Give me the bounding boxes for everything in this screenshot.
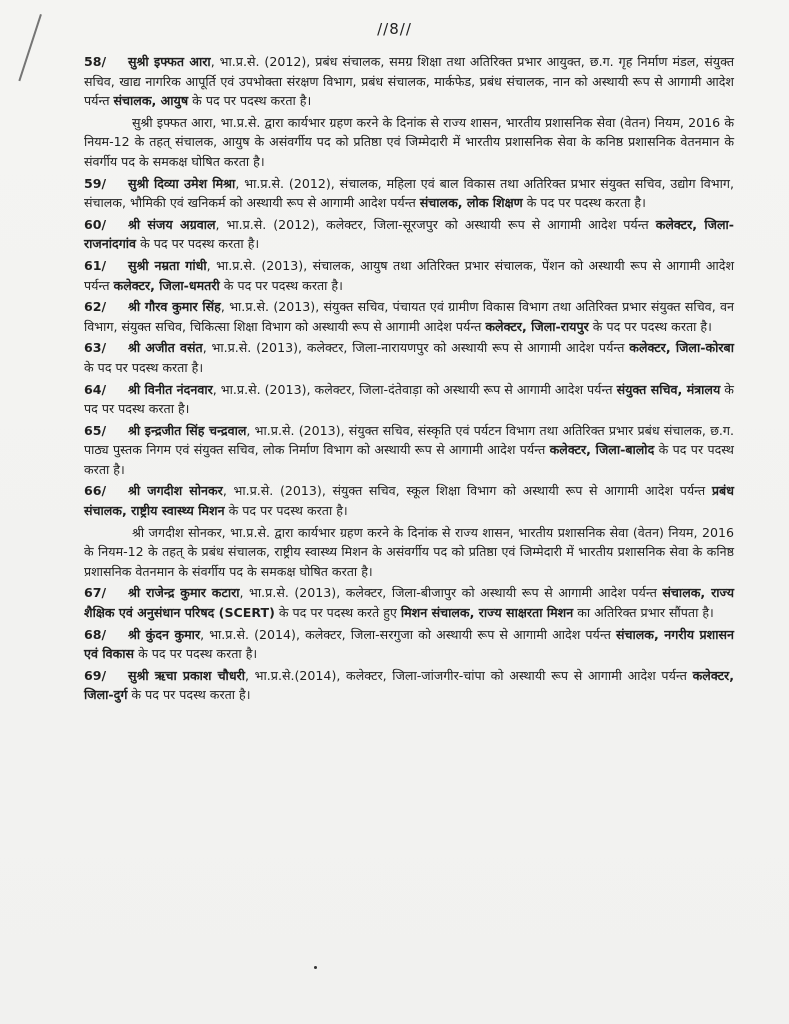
order-text-end: के पद पर पदस्थ करता है।	[219, 277, 343, 293]
order-text-end: के पद पर पदस्थ करता है।	[84, 381, 734, 417]
page-number: //8//	[377, 20, 412, 38]
order-text: , भा.प्र.से. (2012), कलेक्टर, जिला-सूरजपुर को अस्थायी रूप से आगामी आदेश पर्यन्त	[215, 216, 656, 232]
order-number: 66/	[84, 483, 107, 499]
officer-name: श्री संजय अग्रवाल	[128, 216, 216, 232]
order-text-end: के पद पर पदस्थ करता है।	[588, 318, 712, 334]
posting: संचालक, नगरीय प्रशासन एवं विकास	[84, 626, 734, 662]
officer-name: श्री अजीत वसंत	[128, 340, 203, 356]
order-text: , भा.प्र.से. (2012), संचालक, महिला एवं बाल विकास तथा अतिरिक्त प्रभार संयुक्त सचिव, उद्योग विभाग, संचालक, भौमिकी एवं खनिकर्म को अस्थायी रूप से आगामी आदेश पर्यन्त	[84, 175, 734, 211]
order-number: 61/	[84, 257, 107, 273]
order-number: 63/	[84, 340, 107, 356]
order-text-end: का अतिरिक्त प्रभार सौंपता है।	[573, 605, 714, 621]
order-number: 68/	[84, 626, 107, 642]
officer-name: श्री गौरव कुमार सिंह	[128, 299, 221, 315]
order-68	[84, 625, 734, 664]
order-64	[84, 380, 734, 419]
order-text-end: के पद पर पदस्थ करता है।	[224, 503, 348, 519]
posting: संयुक्त सचिव, मंत्रालय	[616, 381, 721, 397]
order-text: , भा.प्र.से. (2013), कलेक्टर, जिला-दंतेवाड़ा को अस्थायी रूप से आगामी आदेश पर्यन्त	[212, 381, 617, 397]
officer-name: सुश्री नम्रता गांधी	[128, 257, 207, 273]
order-67	[84, 583, 734, 622]
officer-name: श्री राजेन्द्र कुमार कटारा	[128, 585, 240, 601]
posting: कलेक्टर, जिला-बालोद	[549, 442, 655, 458]
order-text: , भा.प्र.से. (2013), संचालक, आयुष तथा अतिरिक्त प्रभार संचालक, पेंशन को अस्थायी रूप से आगामी आदेश पर्यन्त	[84, 257, 735, 293]
order-69	[84, 666, 734, 705]
order-58-note: सुश्री इफ्फत आरा, भा.प्र.से. द्वारा कार्यभार ग्रहण करने के दिनांक से राज्य शासन, भारतीय प्रशासनिक सेवा (वेतन) नियम, 2016 के नियम-12 के तहत् संचालक, आयुष के असंवर्गीय पद को प्रतिष्ठा एवं जिम्मेदारी में भारतीय प्रशासनिक सेवा के कनिष्ठ प्रशासनिक वेतनमान के संवर्गीय पद के समकक्ष घोषित करता है।	[84, 114, 734, 169]
order-61	[84, 256, 734, 295]
posting: कलेक्टर, जिला-कोरबा	[629, 340, 734, 356]
order-text: , भा.प्र.से. (2013), संयुक्त सचिव, पंचायत एवं ग्रामीण विकास विभाग तथा अतिरिक्त प्रभार संयुक्त सचिव, वन विभाग, संयुक्त सचिव, चिकित्सा शिक्षा विभाग को अस्थायी रूप से आगामी आदेश पर्यन्त	[84, 299, 735, 334]
officer-name: श्री इन्द्रजीत सिंह चन्द्रवाल	[128, 422, 247, 438]
posting: कलेक्टर, जिला-धमतरी	[113, 277, 220, 293]
posting: कलेक्टर, जिला-रायपुर	[485, 318, 589, 334]
order-65	[84, 421, 734, 480]
officer-name: सुश्री दिव्या उमेश मिश्रा	[128, 175, 236, 191]
order-text-end: के पद पर पदस्थ करता है।	[84, 359, 204, 375]
order-number: 59/	[84, 175, 107, 191]
order-66	[84, 481, 734, 520]
order-number: 69/	[84, 667, 107, 683]
order-58	[84, 52, 734, 111]
order-number: 62/	[84, 299, 107, 315]
officer-name: श्री कुंदन कुमार	[128, 626, 201, 642]
posting: प्रबंध संचालक, राष्ट्रीय स्वास्थ्य मिशन	[84, 483, 734, 519]
order-number: 64/	[84, 381, 107, 397]
order-text-end: के पद पर पदस्थ करता है।	[188, 93, 312, 109]
order-text: , भा.प्र.से. (2014), कलेक्टर, जिला-सरगुजा को अस्थायी रूप से आगामी आदेश पर्यन्त	[200, 626, 616, 642]
officer-name: श्री विनीत नंदनवार	[128, 381, 213, 397]
officer-name: श्री जगदीश सोनकर	[128, 483, 223, 499]
order-text-end: के पद पर पदस्थ करता है।	[136, 236, 260, 252]
order-63	[84, 338, 734, 377]
order-text: , भा.प्र.से. (2013), कलेक्टर, जिला-बीजापुर को अस्थायी रूप से आगामी आदेश पर्यन्त	[239, 585, 663, 601]
order-number: 67/	[84, 585, 107, 601]
order-text-end: के पद पर पदस्थ करता है।	[134, 646, 258, 662]
order-number: 65/	[84, 422, 107, 438]
order-text: , भा.प्र.से. (2012), प्रबंध संचालक, समग्र शिक्षा तथा अतिरिक्त प्रभार आयुक्त, छ.ग. गृह निर्माण मंडल, संयुक्त सचिव, खाद्य नागरिक आपूर्ति एवं उपभोक्ता संरक्षण विभाग, प्रबंध संचालक, मार्कफेड, प्रबंध संचालक, नान को अस्थायी रूप से आगामी आदेश पर्यन्त	[84, 54, 734, 109]
order-text: , भा.प्र.से. (2013), संयुक्त सचिव, स्कूल शिक्षा विभाग को अस्थायी रूप से आगामी आदेश पर्यन्त	[222, 483, 712, 499]
posting: संचालक, आयुष	[113, 93, 189, 109]
order-66-note: श्री जगदीश सोनकर, भा.प्र.से. द्वारा कार्यभार ग्रहण करने के दिनांक से राज्य शासन, भारतीय प्रशासनिक सेवा (वेतन) नियम, 2016 के नियम-12 के तहत् के प्रबंध संचालक, राष्ट्रीय स्वास्थ्य मिशन के असंवर्गीय पद को प्रतिष्ठा एवं जिम्मेदारी में भारतीय प्रशासनिक सेवा के कनिष्ठ प्रशासनिक वेतनमान के संवर्गीय पद के समकक्ष घोषित करता है।	[84, 524, 734, 579]
order-text-end: के पद पर पदस्थ करता है।	[522, 195, 646, 211]
officer-name: सुश्री ऋचा प्रकाश चौधरी	[128, 667, 245, 683]
order-number: 58/	[84, 54, 107, 69]
order-text-mid: के पद पर पदस्थ करते हुए	[274, 605, 401, 621]
posting: संचालक, लोक शिक्षण	[419, 195, 523, 211]
posting: कलेक्टर, जिला-दुर्ग	[84, 667, 734, 703]
order-text: , भा.प्र.से.(2014), कलेक्टर, जिला-जांजगीर-चांपा को अस्थायी रूप से आगामी आदेश पर्यन्त	[244, 667, 693, 683]
order-text-end: के पद पर पदस्थ करता है।	[84, 442, 734, 477]
order-text: , भा.प्र.से. (2013), कलेक्टर, जिला-नारायणपुर को अस्थायी रूप से आगामी आदेश पर्यन्त	[202, 340, 630, 356]
order-59	[84, 174, 734, 213]
scan-dot	[314, 966, 317, 969]
officer-name: सुश्री इफ्फत आरा	[128, 54, 211, 69]
additional-charge: मिशन संचालक, राज्य साक्षरता मिशन	[400, 605, 574, 621]
posting: संचालक, राज्य शैक्षिक एवं अनुसंधान परिषद (SCERT)	[84, 585, 735, 621]
order-text: , भा.प्र.से. (2013), संयुक्त सचिव, संस्कृति एवं पर्यटन विभाग तथा अतिरिक्त प्रभार प्रबंध संचालक, छ.ग. पाठ्य पुस्तक निगम एवं संयुक्त सचिव, लोक निर्माण विभाग को अस्थायी रूप से आगामी आदेश पर्यन्त	[84, 422, 734, 458]
order-62	[84, 297, 734, 336]
order-list	[84, 52, 734, 707]
order-text-end: के पद पर पदस्थ करता है।	[127, 687, 251, 703]
order-number: 60/	[84, 216, 107, 232]
order-60	[84, 215, 734, 254]
posting: कलेक्टर, जिला-राजनांदगांव	[84, 216, 735, 252]
